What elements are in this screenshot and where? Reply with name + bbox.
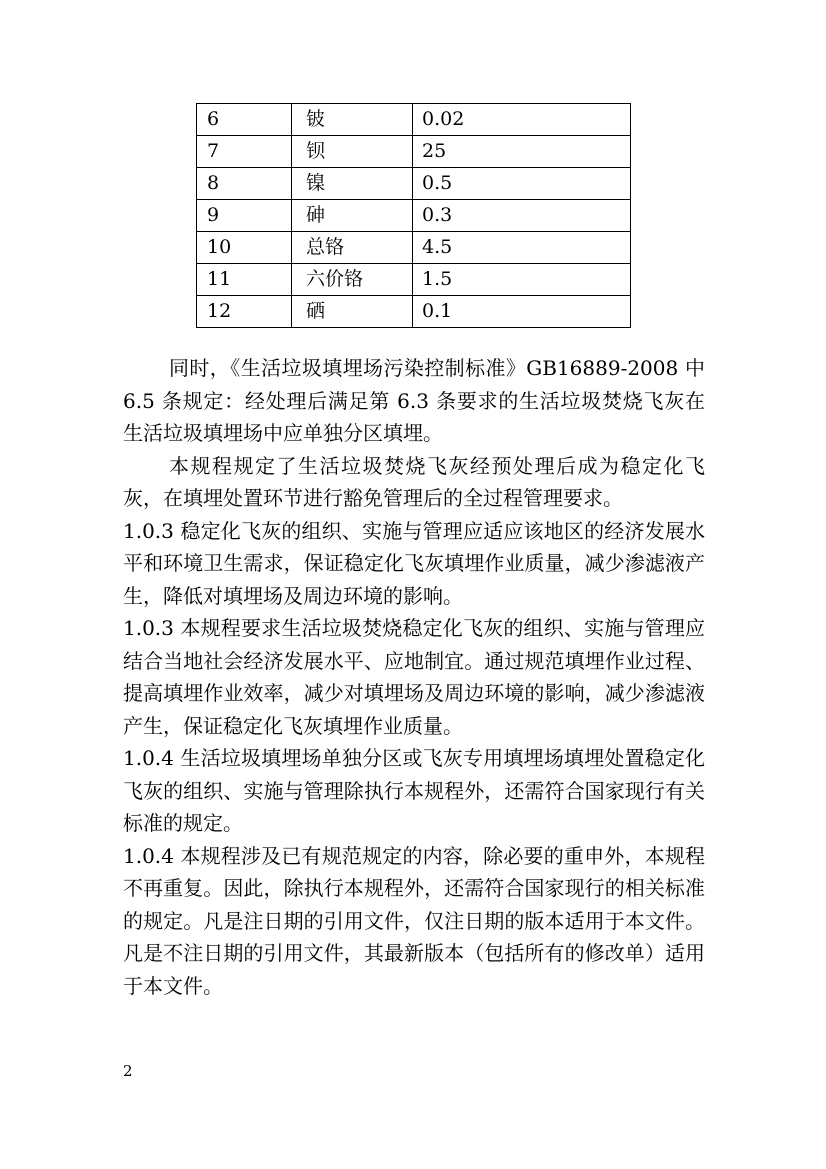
paragraph: 1.0.3 本规程要求生活垃圾焚烧稳定化飞灰的组织、实施与管理应结合当地社会经济发展水平、应地制宜。通过规范填埋作业过程、提高填埋作业效率，减少对填埋场及周边环境的影响，减少渗滤液产生，保证稳定化飞灰填埋作业质量。 [123, 616, 705, 738]
table-cell-name: 总铬 [292, 232, 413, 264]
table-row [197, 168, 631, 200]
table-cell-value: 0.1 [413, 296, 631, 328]
table-cell-value: 4.5 [413, 232, 631, 264]
table-cell-no: 12 [197, 296, 292, 328]
table-row [197, 200, 631, 232]
table-row [197, 104, 631, 136]
table-row [197, 264, 631, 296]
paragraph: 1.0.4 生活垃圾填埋场单独分区或飞灰专用填埋场填埋处置稳定化飞灰的组织、实施与管理除执行本规程外，还需符合国家现行有关标准的规定。 [123, 746, 705, 835]
table-cell-value: 1.5 [413, 264, 631, 296]
table-cell-no: 9 [197, 200, 292, 232]
body-paragraphs [123, 352, 705, 1002]
table-row [197, 296, 631, 328]
table-cell-value: 25 [413, 136, 631, 168]
paragraph: 本规程规定了生活垃圾焚烧飞灰经预处理后成为稳定化飞灰，在填埋处置环节进行豁免管理后的全过程管理要求。 [123, 453, 705, 510]
pollutant-limits-table-body [197, 104, 631, 328]
table-cell-name: 硒 [292, 296, 413, 328]
table-cell-name: 铍 [292, 104, 413, 136]
table-row [197, 136, 631, 168]
page-number: 2 [123, 1062, 133, 1080]
paragraph: 1.0.3 稳定化飞灰的组织、实施与管理应适应该地区的经济发展水平和环境卫生需求，保证稳定化飞灰填埋作业质量，减少渗滤液产生，降低对填埋场及周边环境的影响。 [123, 518, 705, 608]
paragraph: 同时，《生活垃圾填埋场污染控制标准》GB16889-2008 中 6.5 条规定：经处理后满足第 6.3 条要求的生活垃圾焚烧飞灰在生活垃圾填埋场中应单独分区填埋。 [123, 356, 705, 445]
table-cell-name: 砷 [292, 200, 413, 232]
table-cell-value: 0.3 [413, 200, 631, 232]
table-cell-no: 11 [197, 264, 292, 296]
table-cell-no: 6 [197, 104, 292, 136]
table-cell-name: 钡 [292, 136, 413, 168]
table-row [197, 232, 631, 264]
table-cell-no: 8 [197, 168, 292, 200]
table-cell-name: 六价铬 [292, 264, 413, 296]
table-cell-value: 0.5 [413, 168, 631, 200]
table-cell-name: 镍 [292, 168, 413, 200]
table-cell-value: 0.02 [413, 104, 631, 136]
paragraph: 1.0.4 本规程涉及已有规范规定的内容，除必要的重申外，本规程不再重复。因此，除执行本规程外，还需符合国家现行的相关标准的规定。凡是注日期的引用文件，仅注日期的版本适用于本文件。凡是不注日期的引用文件，其最新版本（包括所有的修改单）适用于本文件。 [123, 843, 705, 998]
table-cell-no: 10 [197, 232, 292, 264]
pollutant-limits-table [196, 103, 631, 328]
table-cell-no: 7 [197, 136, 292, 168]
